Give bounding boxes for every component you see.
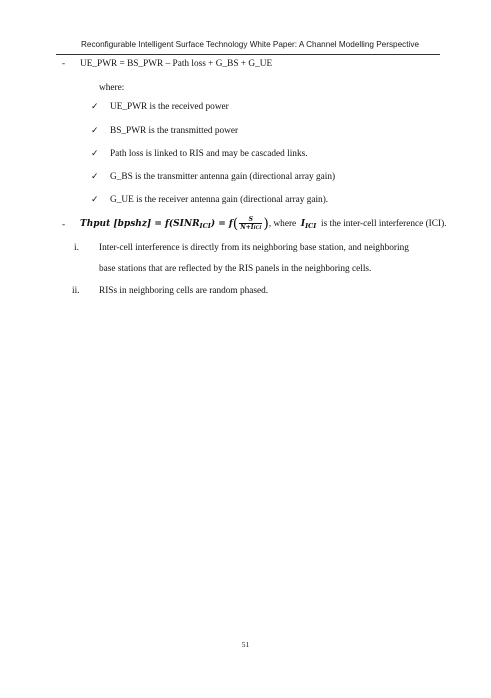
fraction-numerator: S (239, 216, 262, 224)
checkmark-icon: ✓ (91, 195, 99, 205)
list-item-text: RISs in neighboring cells are random phased. (99, 286, 269, 296)
power-equation: UE_PWR = BS_PWR – Path loss + G_BS + G_UE (80, 59, 273, 69)
throughput-formula (80, 212, 447, 238)
list-numeral: ii. (72, 286, 80, 296)
formula-lhs-subscript: ICI (199, 222, 211, 231)
page-header: Reconfigurable Intelligent Surface Technology White Paper: A Channel Modelling Perspective (80, 40, 419, 49)
open-paren: ( (232, 216, 239, 232)
close-paren: ) (263, 216, 269, 232)
checkmark-icon: ✓ (91, 102, 99, 112)
formula-where: , where (268, 219, 297, 230)
formula-lhs: Thput [bpshz] = f(SINR (80, 219, 200, 230)
list-item-text: Inter-cell interference is directly from its neighboring base station, and neighboring (99, 243, 409, 253)
checkmark-icon: ✓ (91, 126, 99, 136)
bullet-dash: - (62, 220, 66, 230)
checklist-item: G_BS is the transmitter antenna gain (directional array gain) (110, 172, 336, 182)
list-numeral: i. (74, 243, 79, 253)
checkmark-icon: ✓ (91, 172, 99, 182)
sinr-fraction (239, 216, 262, 232)
ici-symbol: I (300, 219, 306, 230)
bullet-dash: - (62, 59, 66, 69)
checklist-item: G_UE is the receiver antenna gain (directional array gain). (110, 195, 329, 205)
checklist-item: Path loss is linked to RIS and may be cascaded links. (110, 149, 308, 159)
ici-subscript: ICI (305, 222, 317, 231)
list-item-text: base stations that are reflected by the RIS panels in the neighboring cells. (99, 264, 372, 274)
denominator-subscript: ICI (253, 226, 262, 231)
checklist-item: UE_PWR is the received power (110, 102, 229, 112)
formula-tail: is the inter-cell interference (ICI). (320, 219, 447, 230)
page-number: 51 (241, 640, 250, 649)
checkmark-icon: ✓ (91, 149, 99, 159)
where-label: where: (99, 83, 125, 93)
header-rule (56, 54, 440, 55)
formula-mid: ) = f (210, 219, 233, 230)
checklist-item: BS_PWR is the transmitted power (110, 126, 239, 136)
fraction-denominator: N+IICI (240, 224, 262, 231)
